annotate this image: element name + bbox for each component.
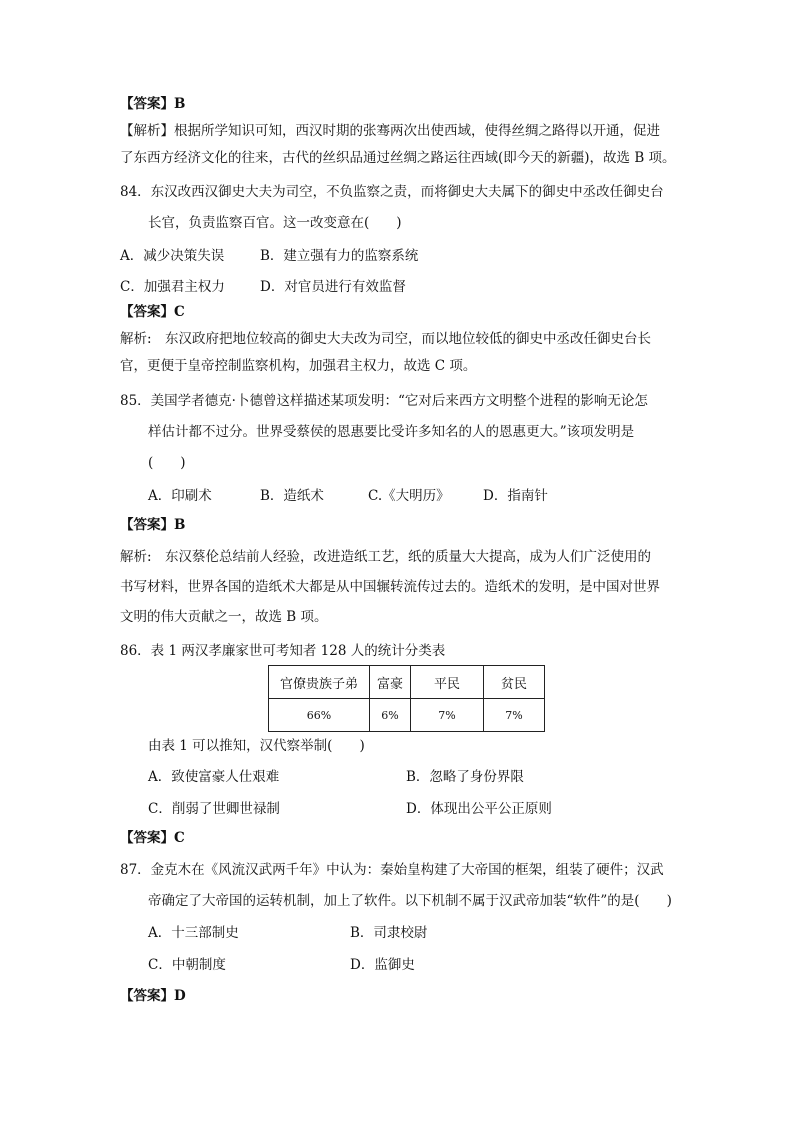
- table-header-row: [269, 666, 545, 699]
- q85-answer: 【答案】B: [120, 517, 186, 533]
- q86-option-c: C．削弱了世卿世禄制: [148, 801, 280, 817]
- q85-option-a: A．印刷术: [148, 488, 212, 504]
- q84-stem-line2: 长官，负责监察百官。这一改变意在( ): [148, 215, 402, 231]
- q84-stem-line1: 84．东汉改西汉御史大夫为司空，不负监察之责，而将御史大夫属下的御史中丞改任御史台: [120, 184, 664, 200]
- q87-option-c: C．中朝制度: [148, 957, 226, 973]
- q84-analysis-line2: 官，更便于皇帝控制监察机构，加强君主权力，故选 C 项。: [120, 358, 477, 374]
- table-header-cell: 平民: [411, 666, 484, 699]
- q83-analysis-line2: 了东西方经济文化的往来，古代的丝织品通过丝绸之路运往西域(即今天的新疆)，故选 B 项。: [120, 150, 676, 166]
- table-header-cell: 富豪: [370, 666, 411, 699]
- q87-stem-line1: 87．金克木在《风流汉武两千年》中认为：秦始皇构建了大帝国的框架，组装了硬件；汉武: [120, 862, 664, 878]
- q86-option-a: A．致使富豪人仕艰难: [148, 769, 280, 785]
- q87-answer: 【答案】D: [120, 988, 186, 1004]
- table-header-cell: 官僚贵族子弟: [269, 666, 370, 699]
- q86-option-d: D．体现出公平公正原则: [406, 801, 552, 817]
- table-row: [269, 699, 545, 732]
- q86-answer: 【答案】C: [120, 830, 185, 846]
- q86-option-b: B．忽略了身份界限: [406, 769, 524, 785]
- q83-analysis-line1: 【解析】根据所学知识可知，西汉时期的张骞两次出使西域，使得丝绸之路得以开通，促进: [120, 123, 660, 139]
- q84-answer: 【答案】C: [120, 304, 185, 320]
- q86-statistics-table: [268, 665, 545, 732]
- q85-option-c: C.《大明历》: [368, 488, 450, 504]
- q83-answer: 【答案】B: [120, 96, 186, 112]
- q84-option-a: A．减少决策失误: [120, 248, 225, 264]
- q85-stem-line1: 85．美国学者德克·卜德曾这样描述某项发明：“它对后来西方文明整个进程的影响无论怎: [120, 393, 648, 409]
- q85-analysis-line1: 解析: 东汉蔡伦总结前人经验，改进造纸工艺，纸的质量大大提高，成为人们广泛使用的: [120, 549, 652, 565]
- table-header-cell: 贫民: [484, 666, 545, 699]
- q85-stem-line2: 样估计都不过分。世界受蔡侯的恩惠要比受许多知名的人的恩惠更大。”该项发明是: [148, 424, 635, 440]
- q85-analysis-line2: 书写材料，世界各国的造纸术大都是从中国辗转流传过去的。造纸术的发明，是中国对世界: [120, 579, 660, 595]
- q85-option-b: B．造纸术: [260, 488, 324, 504]
- q84-analysis-line1: 解析: 东汉政府把地位较高的御史大夫改为司空，而以地位较低的御史中丞改任御史台长: [120, 331, 652, 347]
- q86-stem-line2: 由表 1 可以推知，汉代察举制( ): [148, 738, 365, 754]
- q85-stem-line3: ( ): [148, 455, 186, 471]
- table-cell: 6%: [370, 699, 411, 732]
- q87-option-a: A．十三部制史: [148, 925, 239, 941]
- q87-stem-line2: 帝确定了大帝国的运转机制，加上了软件。以下机制不属于汉武帝加装“软件”的是( ): [148, 893, 672, 909]
- q86-stem-line1: 86．表 1 两汉孝廉家世可考知者 128 人的统计分类表: [120, 643, 446, 659]
- q84-option-c: C．加强君主权力: [120, 279, 225, 295]
- table-cell: 7%: [484, 699, 545, 732]
- q84-option-b: B．建立强有力的监察系统: [260, 248, 419, 264]
- q87-option-b: B．司隶校尉: [350, 925, 428, 941]
- table-cell: 66%: [269, 699, 370, 732]
- q85-analysis-line3: 文明的伟大贡献之一，故选 B 项。: [120, 609, 328, 625]
- q84-option-d: D．对官员进行有效监督: [260, 279, 406, 295]
- table-cell: 7%: [411, 699, 484, 732]
- q85-option-d: D．指南针: [483, 488, 548, 504]
- q87-option-d: D．监御史: [350, 957, 415, 973]
